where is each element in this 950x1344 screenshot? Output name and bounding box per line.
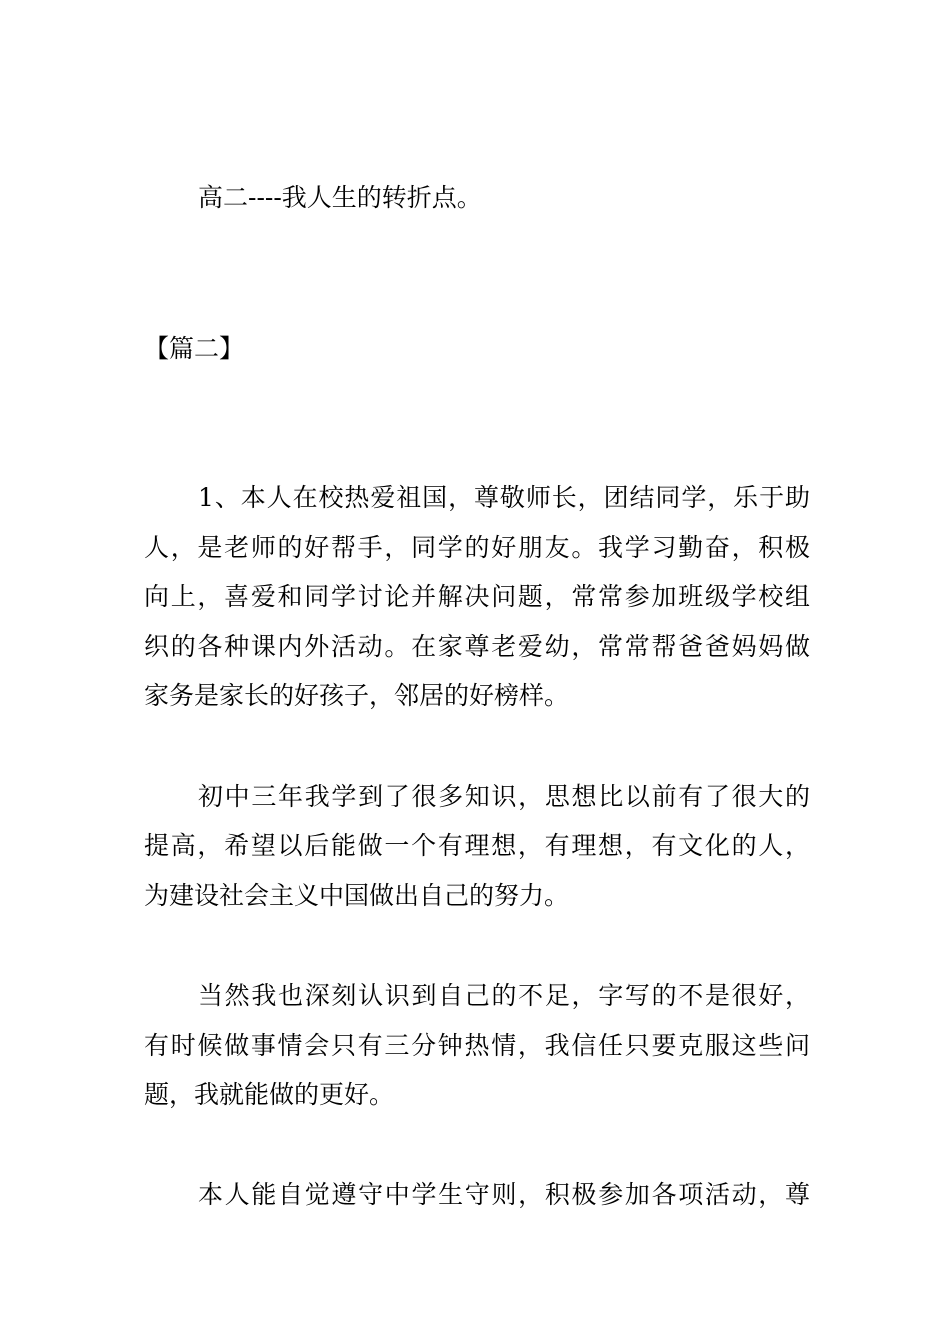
- paragraph-3-line-3: 题，我就能做的更好。: [144, 1080, 395, 1109]
- paragraph-1-line-2: 人，是老师的好帮手，同学的好朋友。我学习勤奋，积极: [144, 533, 810, 562]
- paragraph-1-line-5: 家务是家长的好孩子，邻居的好榜样。: [144, 681, 570, 710]
- paragraph-3-line-2: 有时候做事情会只有三分钟热情，我信任只要克服这些问: [144, 1031, 810, 1060]
- paragraph-1-line-1: 1、本人在校热爱祖国，尊敬师长，团结同学，乐于助: [198, 483, 810, 512]
- paragraph-1-line-4: 织的各种课内外活动。在家尊老爱幼，常常帮爸爸妈妈做: [144, 632, 810, 661]
- paragraph-2-line-3: 为建设社会主义中国做出自己的努力。: [144, 881, 570, 910]
- paragraph-2-line-1: 初中三年我学到了很多知识，思想比以前有了很大的: [198, 782, 810, 811]
- heading-line: 高二----我人生的转折点。: [198, 183, 482, 212]
- paragraph-4-line-1: 本人能自觉遵守中学生守则，积极参加各项活动，尊: [198, 1180, 810, 1209]
- section-title: 【篇二】: [144, 334, 245, 363]
- paragraph-3-line-1: 当然我也深刻认识到自己的不足，字写的不是很好，: [198, 981, 810, 1010]
- paragraph-2-line-2: 提高，希望以后能做一个有理想，有理想，有文化的人，: [144, 831, 810, 860]
- paragraph-1-line-3: 向上，喜爱和同学讨论并解决问题，常常参加班级学校组: [144, 582, 810, 611]
